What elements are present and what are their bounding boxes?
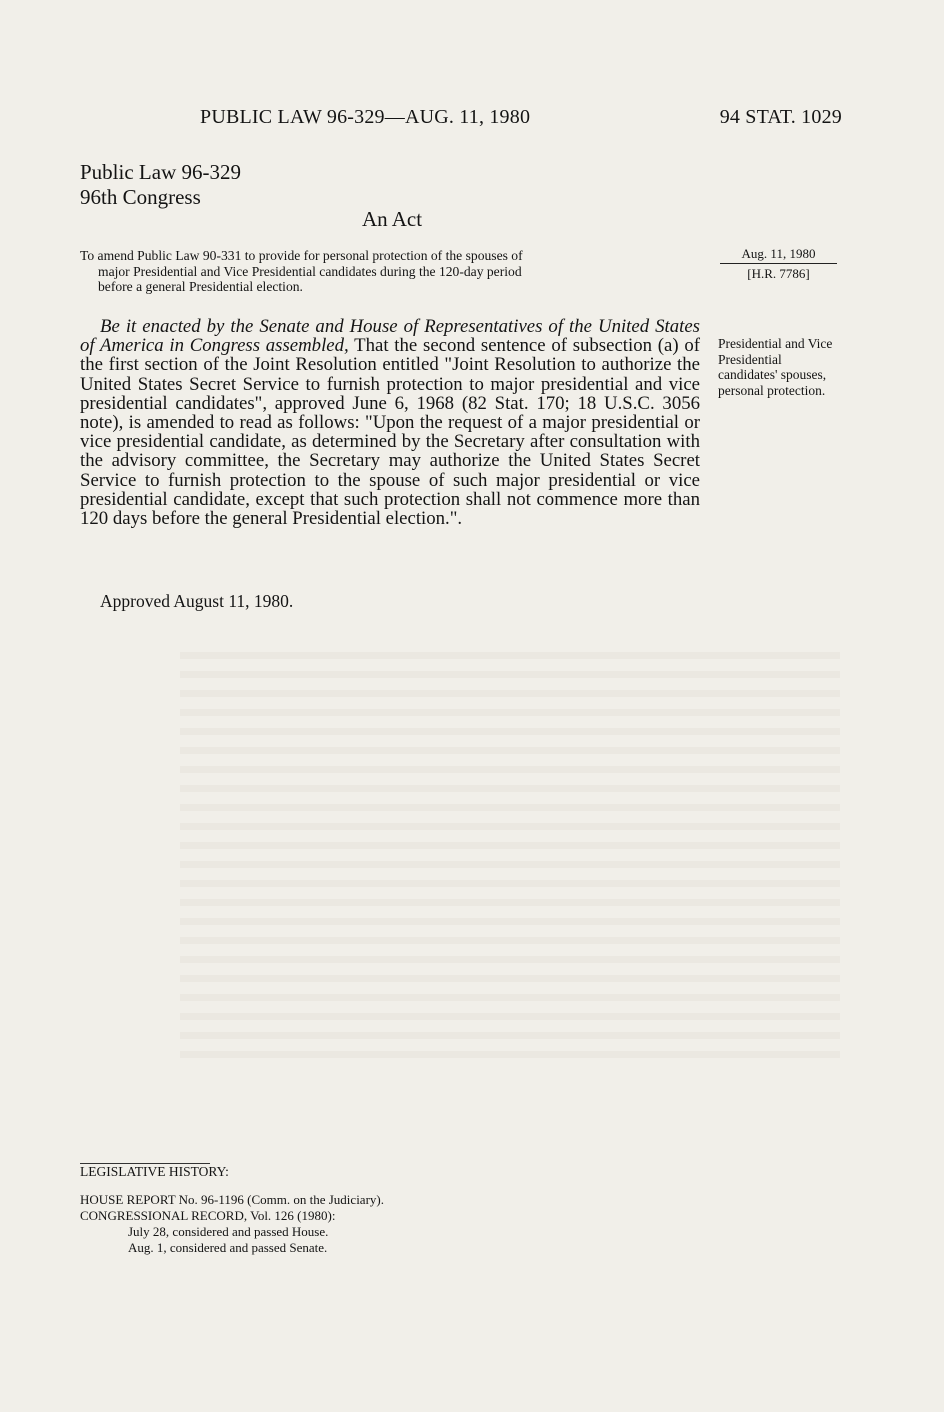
purpose-line-3: before a general Presidential election. (98, 279, 303, 294)
purpose-clause (80, 248, 700, 295)
purpose-line-1: To amend Public Law 90-331 to provide for personal protection of the spouses of (80, 248, 523, 263)
margin-note: Presidential and Vice Presidential candidates' spouses, personal protection. (718, 336, 833, 398)
margin-date-block (716, 244, 841, 283)
bleed-through-shadow (180, 640, 840, 1060)
law-number: Public Law 96-329 (80, 160, 241, 184)
bill-number: [H.R. 7786] (747, 266, 810, 281)
legislative-history-heading: LEGISLATIVE HISTORY: (80, 1164, 229, 1179)
enacting-clause: Be it enacted by the Senate and House of Representatives of the United States of America in Congress assembled, (80, 316, 700, 357)
house-report: HOUSE REPORT No. 96-1196 (Comm. on the Judiciary). (80, 1192, 384, 1207)
running-head-citation: PUBLIC LAW 96-329—AUG. 11, 1980 (200, 106, 531, 128)
law-identifier (80, 160, 241, 210)
running-head-page: 94 STAT. 1029 (719, 106, 842, 128)
congressional-record: CONGRESSIONAL RECORD, Vol. 126 (1980): (80, 1208, 336, 1223)
purpose-line-2: major Presidential and Vice Presidential candidates during the 120-day period (98, 263, 522, 279)
act-title: An Act (361, 207, 423, 231)
history-entry-house: July 28, considered and passed House. (128, 1224, 329, 1239)
congress-number: 96th Congress (80, 185, 201, 209)
enactment-date: Aug. 11, 1980 (741, 246, 816, 261)
enactment-text (80, 317, 700, 528)
history-entry-senate: Aug. 1, considered and passed Senate. (128, 1240, 328, 1255)
enactment-body: That the second sentence of subsection (a) of the first section of the Joint Resolution entitled "Joint Resolution to authorize the United States Secret Service to furnish protection to major presidential and vice presidential candidates", approved June 6, 1968 (82 Stat. 170; 18 U.S.C. 3056 note), is amended to read as follows: "Upon the request of a major presidential or vice presidential candidate, as determined by the Secretary after consultation with the advisory committee, the Secretary may authorize the United States Secret Service to furnish protection to the spouse of such major presidential or vice presidential candidate, except that such protection shall not commence more than 120 days before the general Presidential election.". (80, 335, 700, 530)
approval-line: Approved August 11, 1980. (100, 591, 294, 611)
legislative-history (80, 1192, 384, 1256)
